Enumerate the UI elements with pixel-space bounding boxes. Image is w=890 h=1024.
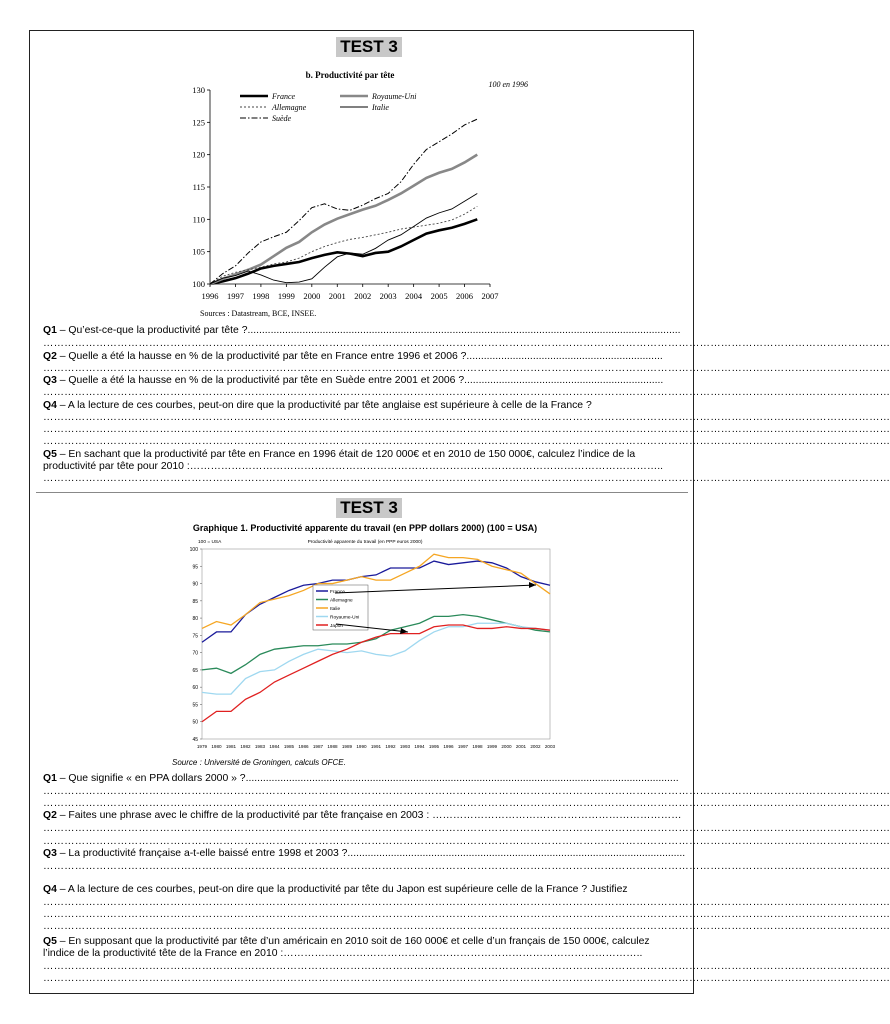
x-tick-label: 1981 (225, 744, 237, 749)
y-tick-label: 50 (192, 719, 198, 726)
answer-line[interactable]: …………………………………………………………………………………………………………………………………………………………………………………………………………………… (43, 786, 890, 797)
x-tick-label: 1991 (370, 744, 382, 749)
series-line-japon (202, 625, 550, 722)
x-tick-label: 2002 (354, 291, 372, 301)
question-1-1: Q1 – Qu’est-ce-que la productivité par tête ?...................................................................................................................................................... (43, 325, 681, 336)
answer-line[interactable]: …………………………………………………………………………………………………………………………………………………………………………………………………………………… (43, 436, 890, 447)
question-2-4: Q4 – A la lecture de ces courbes, peut-on dire que la productivité par tête du Japon est supérieure celle de la France ? Justifiez (43, 884, 628, 895)
answer-line[interactable]: …………………………………………………………………………………………………………………………………………………………………………………………………………………… (43, 921, 890, 932)
legend-label: Suède (272, 114, 292, 123)
x-tick-label: 1988 (327, 744, 338, 749)
legend-label: Allemagne (330, 598, 353, 604)
legend-label: Japon (330, 623, 344, 629)
x-tick-label: 1992 (385, 744, 396, 749)
y-tick-label: 70 (192, 650, 198, 657)
test-title-2: TEST 3 (336, 498, 402, 518)
x-tick-label: 1999 (486, 744, 498, 749)
x-tick-label: 1998 (472, 744, 483, 749)
productivity-chart-1 (190, 68, 530, 320)
answer-line[interactable]: …………………………………………………………………………………………………………………………………………………………………………………………………………………… (43, 424, 890, 435)
y-tick-label: 120 (192, 149, 205, 160)
y-tick-label: 45 (192, 737, 198, 743)
question-2-5-cont: l’indice de la productivité tête de la France en 2010 :………………………………………………………………………………………….. (43, 948, 643, 959)
series-line-royaume-uni (210, 155, 477, 284)
x-tick-label: 2003 (544, 744, 556, 749)
legend-label: Royaume-Uni (372, 92, 417, 101)
chart-source: Sources : Datastream, BCE, INSEE. (200, 309, 317, 318)
chart-note: 100 en 1996 (488, 80, 528, 89)
answer-line[interactable]: …………………………………………………………………………………………………………………………………………………………………………………………………………………… (43, 909, 890, 920)
x-tick-label: 2003 (379, 291, 397, 301)
answer-line[interactable]: …………………………………………………………………………………………………………………………………………………………………………………………………………………… (43, 412, 890, 423)
chart-source: Source : Université de Groningen, calculs OFCE. (172, 758, 346, 767)
x-tick-label: 1990 (356, 744, 367, 749)
series-line-suède (210, 119, 477, 284)
legend-label: France (330, 589, 345, 595)
x-tick-label: 1986 (298, 744, 309, 749)
x-tick-label: 1989 (341, 744, 353, 749)
y-tick-label: 90 (192, 581, 198, 588)
answer-line[interactable]: …………………………………………………………………………………………………………………………………………………………………………………………………………………… (43, 836, 890, 847)
y-tick-label: 55 (192, 702, 198, 709)
x-tick-label: 1993 (399, 744, 411, 749)
question-2-1: Q1 – Que signifie « en PPA dollars 2000 » ?...................................................................................................................................................... (43, 773, 679, 784)
question-1-5-cont: productivité par tête pour 2010 :……………………………………………………………………………………………………………………….. (43, 461, 664, 472)
y-tick-label: 130 (192, 85, 205, 95)
answer-line[interactable]: …………………………………………………………………………………………………………………………………………………………………………………………………………………… (43, 861, 890, 872)
x-tick-label: 2000 (501, 744, 512, 749)
question-1-5: Q5 – En sachant que la productivité par tête en France en 1996 était de 120 000€ et en 2010 de 150 000€, calculez l’indice de la (43, 449, 636, 460)
x-tick-label: 2006 (456, 291, 474, 301)
y-tick-label: 75 (192, 633, 198, 640)
x-tick-label: 1983 (254, 744, 266, 749)
x-tick-label: 2000 (303, 291, 321, 301)
x-tick-label: 2002 (530, 744, 541, 749)
productivity-chart-2 (160, 521, 570, 769)
x-tick-label: 2004 (405, 291, 423, 301)
y-tick-label: 105 (192, 246, 205, 257)
legend-label: Italie (330, 606, 341, 612)
y-tick-label: 100 (189, 547, 198, 553)
y-tick-label: 80 (192, 616, 198, 623)
answer-line[interactable]: …………………………………………………………………………………………………………………………………………………………………………………………………………………… (43, 823, 890, 834)
x-tick-label: 1985 (283, 744, 295, 749)
x-tick-label: 1996 (443, 744, 454, 749)
x-tick-label: 1997 (457, 744, 469, 749)
x-tick-label: 1996 (201, 291, 219, 301)
question-1-4: Q4 – A la lecture de ces courbes, peut-on dire que la productivité par tête anglaise est supérieure à celle de la France ? (43, 400, 592, 411)
question-2-5: Q5 – En supposant que la productivité par tête d’un américain en 2010 soit de 160 000€ et celle d’un français de 150 000€, calculez (43, 936, 650, 947)
plot-area (202, 549, 550, 739)
series-line-italie (210, 193, 477, 284)
x-tick-label: 2007 (481, 291, 499, 301)
answer-line[interactable]: …………………………………………………………………………………………………………………………………………………………………………………………………………………… (43, 973, 890, 984)
answer-line[interactable]: …………………………………………………………………………………………………………………………………………………………………………………………………………………… (43, 897, 890, 908)
section-divider (36, 492, 688, 493)
y-tick-label: 115 (192, 182, 205, 192)
x-tick-label: 1997 (226, 291, 244, 301)
legend-label: Royaume-Uni (330, 615, 360, 621)
x-tick-label: 1979 (196, 744, 208, 749)
x-tick-label: 1984 (269, 744, 280, 749)
y-tick-label: 65 (192, 667, 198, 674)
chart-title: b. Productivité par tête (305, 70, 395, 80)
y-tick-label: 60 (192, 685, 198, 692)
x-tick-label: 2001 (515, 744, 527, 749)
legend-label: France (272, 92, 296, 101)
answer-line[interactable]: …………………………………………………………………………………………………………………………………………………………………………………………………………………… (43, 387, 890, 398)
x-tick-label: 1987 (312, 744, 324, 749)
y-tick-label: 95 (192, 564, 198, 571)
legend-label: Italie (372, 103, 389, 112)
x-tick-label: 1982 (240, 744, 251, 749)
x-tick-label: 1995 (428, 744, 440, 749)
x-tick-label: 2005 (430, 291, 448, 301)
question-1-3: Q3 – Quelle a été la hausse en % de la productivité par tête en Suède entre 2001 et 2006 ?..................................................................... (43, 375, 664, 386)
answer-line[interactable]: …………………………………………………………………………………………………………………………………………………………………………………………………………………… (43, 338, 890, 349)
chart-corner-note: 100 = USA (198, 540, 222, 545)
x-tick-label: 1998 (252, 291, 270, 301)
chart-inner-title: Productivité apparente du travail (en PPP euros 2000) (307, 540, 423, 545)
series-line-france (202, 561, 550, 642)
answer-line[interactable]: …………………………………………………………………………………………………………………………………………………………………………………………………………………… (43, 961, 890, 972)
answer-line[interactable]: …………………………………………………………………………………………………………………………………………………………………………………………………………………… (43, 363, 890, 374)
test-title-1: TEST 3 (336, 37, 402, 57)
x-tick-label: 2001 (328, 291, 346, 301)
answer-line[interactable]: …………………………………………………………………………………………………………………………………………………………………………………………………………………… (43, 473, 890, 484)
chart-title: Graphique 1. Productivité apparente du travail (en PPP dollars 2000) (100 = USA) (192, 523, 538, 533)
x-tick-label: 1994 (414, 744, 425, 749)
y-tick-label: 100 (192, 279, 205, 289)
y-tick-label: 110 (192, 214, 205, 225)
y-tick-label: 125 (192, 117, 205, 128)
answer-line[interactable]: …………………………………………………………………………………………………………………………………………………………………………………………………………………… (43, 798, 890, 809)
x-tick-label: 1980 (211, 744, 222, 749)
legend-label: Allemagne (272, 103, 307, 112)
question-2-2: Q2 – Faites une phrase avec le chiffre de la productivité par tête française en 2003 : ……………………………………………………………… (43, 810, 682, 821)
question-2-3: Q3 – La productivité française a-t-elle baissé entre 1998 et 2003 ?..................................................................................................................... (43, 848, 686, 859)
question-1-2: Q2 – Quelle a été la hausse en % de la productivité par tête en France entre 1996 et 2006 ?.................................................................... (43, 351, 663, 362)
y-tick-label: 85 (192, 598, 198, 605)
x-tick-label: 1999 (277, 291, 295, 301)
